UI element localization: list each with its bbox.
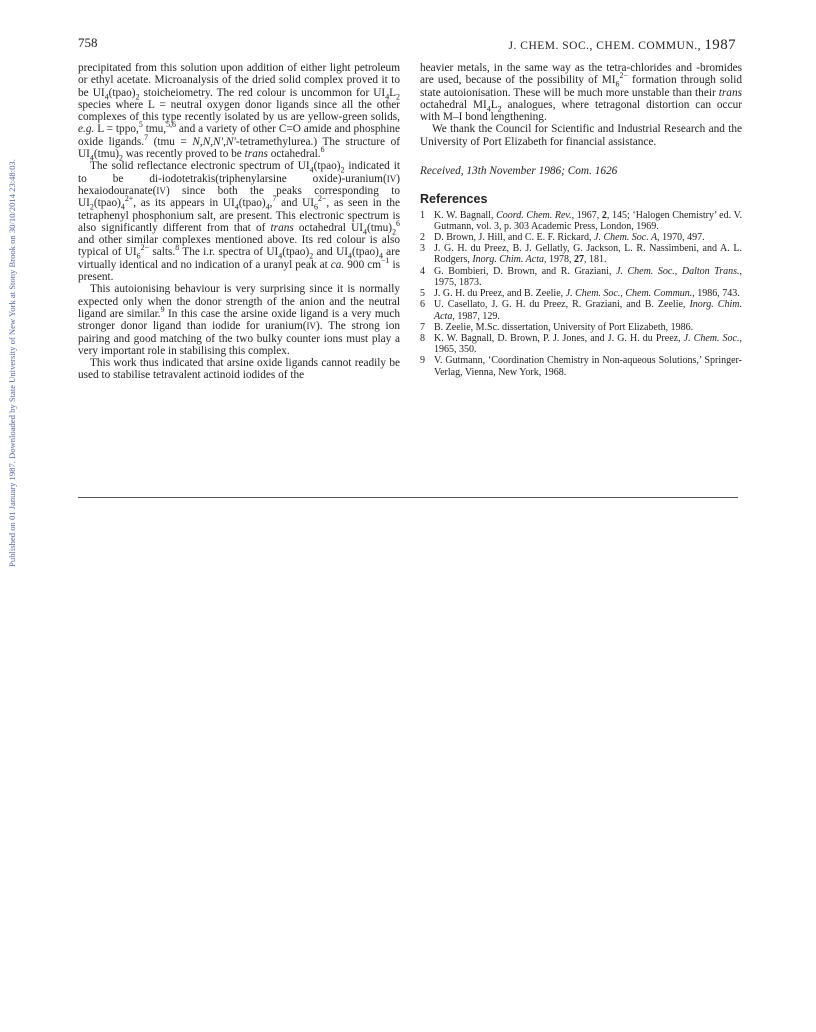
paragraph-3: This autoionising behaviour is very surprising since it is normally expected only when the donor strength of the anion and the neutral ligand are similar.$^9$ In this case the arsine oxide ligand is a very much stronger donor ligand than iodide for uranium(IV). The strong ion pairing and good matching of the two bulky counter ions must play a very important role in stabilising this complex. (78, 283, 400, 357)
right-column (420, 62, 742, 378)
journal-year: 1987 (704, 37, 736, 53)
reference-item: 7 B. Zeelie, M.Sc. dissertation, University of Port Elizabeth, 1986. (420, 321, 694, 333)
paragraph-5: heavier metals, in the same way as the tetra-chlorides and -bromides are used, because of the possibility of $MI_6^{2-}$ formation through solid state autoionisation. These will be much more unstable than their trans octahedral $MI_4L_2$ analogues, where tetragonal distortion can occur with M–I bond lengthening. (420, 62, 742, 124)
paragraph-4: This work thus indicated that arsine oxide ligands cannot readily be used to stabilise tetravalent actinoid iodides of the (78, 357, 400, 382)
reference-item: 8 K. W. Bagnall, D. Brown, P. J. Jones, and J. G. H. du Preez, J. Chem. Soc., 1965, 350. (420, 332, 742, 356)
download-watermark (0, 0, 24, 700)
received-date: Received, 13th November 1986; Com. 1626 (420, 165, 618, 178)
journal-name: J. CHEM. SOC., CHEM. COMMUN., (508, 40, 702, 52)
acknowledgement: We thank the Council for Scientific and Industrial Research and the University of Port Elizabeth for financial assistance. (420, 123, 742, 148)
reference-item: 3 J. G. H. du Preez, B. J. Gellatly, G. Jackson, L. R. Nassimbeni, and A. L. Rodgers, Inorg. Chim. Acta, 1978, 27, 181. (420, 243, 742, 266)
reference-item: 9 V. Gutmann, ‘Coordination Chemistry in Non-aqueous Solutions,’ Springer-Verlag, Vienna, New York, 1968. (420, 355, 742, 378)
paragraph-1: precipitated from this solution upon addition of either light petroleum or ethyl acetate. Microanalysis of the dried solid complex proved it to be $UI_4(tpao)_2$ stoicheiometry. The red colour is uncommon for $UI_4L_2$ species where L = neutral oxygen donor ligands since all the other complexes of this type recently isolated by us are yellow-green solids, e.g. L = tppo,$^5$ tmu,$^{5,6}$ and a variety of other C=O amide and phosphine oxide ligands.$^7$ (tmu = N,N,N′,N′-tetramethylurea.) The structure of $UI_4(tmu)_2$ was recently proved to be trans octahedral.$^6$ (78, 62, 401, 163)
references-heading: References (420, 192, 488, 207)
running-head (509, 37, 736, 54)
reference-item: 4 G. Bombieri, D. Brown, and R. Graziani, J. Chem. Soc., Dalton Trans., 1975, 1873. (420, 265, 742, 288)
download-watermark-text: Published on 01 January 1987. Downloaded by State University of New York at Stony Brook on 30/10/2014 23:48:03. (7, 159, 17, 567)
left-column (78, 62, 400, 382)
reference-item: 2 D. Brown, J. Hill, and C. E. F. Rickard, J. Chem. Soc. A, 1970, 497. (420, 232, 705, 244)
reference-item: 6 U. Casellato, J. G. H. du Preez, R. Graziani, and B. Zeelie, Inorg. Chim. Acta, 1987, 129. (420, 299, 742, 322)
reference-item: 5 J. G. H. du Preez, and B. Zeelie, J. Chem. Soc., Chem. Commun., 1986, 743. (420, 288, 740, 300)
paragraph-2: The solid reflectance electronic spectrum of $UI_4(tpao)_2$ indicated it to be di-iodotetrakis(triphenylarsine oxide)-uranium(IV) hexaiodouranate(IV) since both the peaks corresponding to $UI_2(tpao)_4^{2+}$, as its appears in $UI_4(tpao)_4,^7$ and $UI_6^{2-}$, as seen in the tetraphenyl phosphonium salt, are present. This electronic spectrum is also significantly different from that of trans octahedral $UI_4(tmu)_2^6$ and other similar complexes mentioned above. Its red colour is also typical of $UI_6^{2-}$ salts.$^8$ The i.r. spectra of $UI_4(tpao)_2$ and $UI_4(tpao)_4$ are virtually identical and no indication of a uranyl peak at ca. 900 $cm^{-1}$ is present. (78, 160, 400, 284)
reference-item: 1 K. W. Bagnall, Coord. Chem. Rev., 1967, 2, 145; ‘Halogen Chemistry’ ed. V. Gutmann, vol. 3, p. 303 Academic Press, London, 1969. (420, 209, 743, 232)
references-list (420, 210, 742, 378)
page-number: 758 (78, 35, 98, 50)
footer-rule (78, 497, 738, 498)
